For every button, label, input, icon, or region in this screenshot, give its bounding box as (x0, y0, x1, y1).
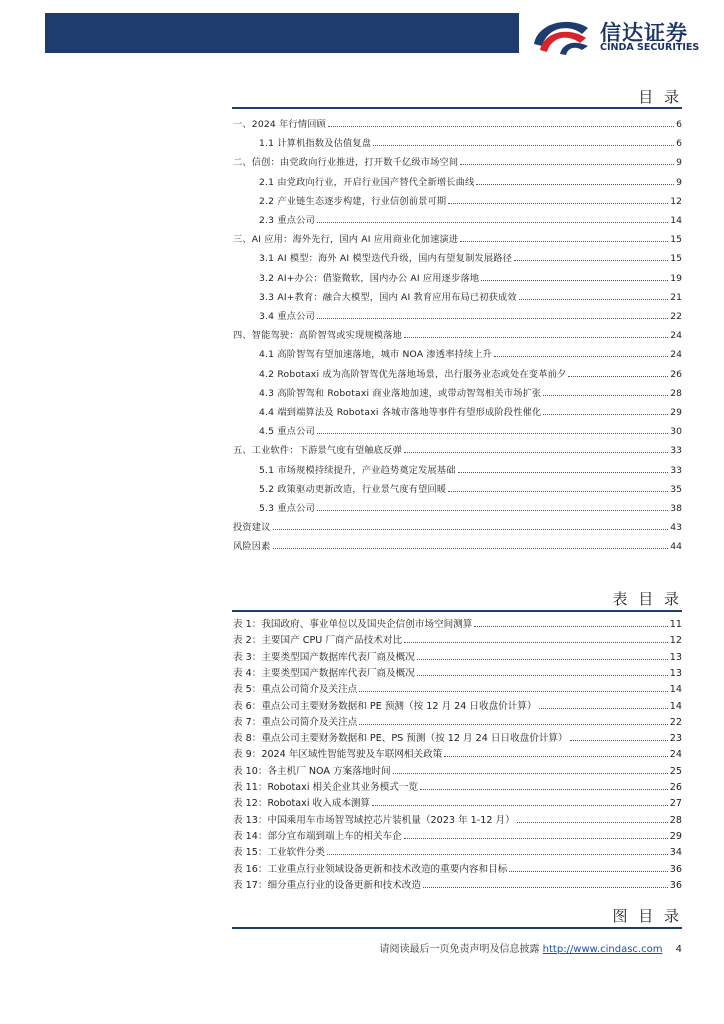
table-toc-entry-title: 表 3：主要类型国产数据库代表厂商及概况 (233, 651, 415, 663)
table-toc-entry[interactable] (233, 744, 682, 760)
toc-entry-title: 1.1 计算机指数及估值复盘 (259, 138, 372, 150)
table-toc-entry[interactable] (233, 679, 682, 695)
toc-entry-page: 9 (676, 176, 682, 188)
toc-entry-page: 30 (670, 426, 682, 438)
toc-entry[interactable] (259, 419, 682, 437)
figures-toc-divider (232, 927, 682, 929)
table-toc-entry-title: 表 6：重点公司主要财务数据和 PE 预测（按 12 月 24 日收盘价计算） (233, 700, 537, 712)
toc-entry-title: 5.3 重点公司 (259, 503, 315, 514)
figures-toc-title: 图 目 录 (612, 907, 682, 925)
dot-leader (404, 642, 668, 643)
toc-entry-page: 22 (670, 311, 682, 322)
toc-entry-page: 19 (670, 272, 682, 284)
dot-leader (444, 756, 667, 757)
company-name-cn: 信达证券 (600, 21, 688, 45)
toc-entry[interactable] (259, 285, 682, 303)
dot-leader (317, 433, 668, 434)
dot-leader (448, 203, 668, 204)
toc-entry[interactable] (259, 304, 682, 322)
dot-leader (373, 145, 674, 146)
toc-entry-title: 3.1 AI 模型：海外 AI 模型迭代升级，国内有望复制发展路径 (259, 253, 513, 265)
table-toc-entry-page: 13 (669, 667, 682, 679)
toc-entry[interactable] (233, 150, 682, 168)
toc-entry-page: 6 (676, 138, 682, 150)
dot-leader (317, 510, 668, 511)
toc-entry-title: 4.2 Robotaxi 成为高阶智驾优先落地场景，出行服务业态或处在变革前夕 (259, 368, 567, 380)
table-toc-entry[interactable] (233, 761, 682, 777)
toc-entry-page: 6 (676, 119, 682, 130)
toc-entry-page: 26 (670, 368, 682, 380)
dot-leader (570, 740, 668, 741)
table-toc-entry-page: 28 (669, 814, 682, 826)
toc-entry-page: 44 (670, 541, 682, 553)
page-footer (379, 940, 682, 955)
dot-leader (460, 241, 668, 242)
dot-leader (474, 626, 667, 627)
dot-leader (273, 529, 669, 530)
toc-entry-title: 风险因素 (233, 541, 271, 553)
toc-entry[interactable] (259, 246, 682, 264)
toc-entry-title: 投资建议 (233, 522, 271, 534)
table-toc-entry-title: 表 1：我国政府、事业单位以及国央企信创市场空间测算 (233, 619, 473, 630)
dot-leader (372, 805, 668, 806)
toc-entry[interactable] (259, 208, 682, 226)
table-toc-entry[interactable] (233, 859, 682, 875)
table-toc-entry-page: 24 (669, 749, 682, 761)
toc-entry-page: 15 (670, 234, 682, 246)
table-toc-entry-page: 22 (669, 716, 682, 728)
table-toc-entry-page: 23 (669, 733, 682, 745)
table-toc-entry[interactable] (233, 696, 682, 712)
toc-entry-page: 35 (670, 483, 682, 495)
toc-title: 目 录 (638, 88, 682, 106)
dot-leader (543, 414, 668, 415)
dot-leader (568, 376, 668, 377)
toc-entry[interactable] (259, 400, 682, 418)
toc-entry-title: 二、信创：由党政向行业推进，打开数千亿级市场空间 (233, 157, 459, 169)
table-toc-entry-title: 表 5：重点公司简介及关注点 (233, 684, 358, 696)
dot-leader (404, 337, 668, 338)
toc-entry-page: 15 (670, 253, 682, 265)
company-name-en: CINDA SECURITIES (600, 42, 700, 53)
toc-entry[interactable] (259, 477, 682, 495)
table-toc-entry-title: 表 4：主要类型国产数据库代表厂商及概况 (233, 667, 415, 679)
table-toc-entry-page: 27 (669, 798, 682, 810)
dot-leader (328, 126, 674, 127)
cinda-logo-icon (530, 14, 594, 56)
table-toc-entry[interactable] (233, 810, 682, 826)
toc-entry[interactable] (233, 438, 682, 456)
table-toc-entry[interactable] (233, 663, 682, 679)
toc-entry-page: 33 (670, 464, 682, 476)
table-toc-entry-title: 表 16：工业重点行业领域设备更新和技术改造的重要内容和目标 (233, 863, 508, 875)
tables-toc-divider (232, 610, 682, 612)
toc-entry-title: 五、工业软件：下游景气度有望触底反弹 (233, 445, 402, 457)
toc-entry-title: 2.1 由党政向行业，开启行业国产替代全新增长曲线 (259, 176, 475, 188)
dot-leader (448, 491, 668, 492)
table-toc-entry-page: 14 (669, 700, 682, 712)
dot-leader (509, 871, 667, 872)
toc-entry[interactable] (259, 131, 682, 149)
dot-leader (417, 659, 668, 660)
dot-leader (458, 472, 669, 473)
dot-leader (514, 260, 668, 261)
table-toc-entry-page: 36 (669, 879, 682, 891)
table-toc-entry[interactable] (233, 826, 682, 842)
table-toc-entry-title: 表 8：重点公司主要财务数据和 PE、PS 预测（按 12 月 24 日日收盘价计算） (233, 733, 568, 745)
toc-entry-page: 14 (670, 215, 682, 226)
footer-notice: 请阅读最后一页免责声明及信息披露 (379, 944, 540, 955)
toc-entry[interactable] (233, 227, 682, 245)
table-toc-entry-page: 11 (669, 619, 682, 630)
dot-leader (543, 395, 668, 396)
toc-entry[interactable] (233, 112, 682, 130)
dot-leader (317, 222, 668, 223)
toc-entry-title: 4.5 重点公司 (259, 426, 315, 438)
toc-entry-page: 24 (670, 330, 682, 342)
toc-entry[interactable] (259, 458, 682, 476)
toc-entry-title: 5.2 政策驱动更新改造，行业景气度有望回暖 (259, 483, 447, 495)
toc-divider (232, 107, 682, 109)
table-toc-entry-title: 表 7：重点公司简介及关注点 (233, 716, 358, 728)
toc-entry[interactable] (233, 515, 682, 533)
page-number: 4 (675, 944, 682, 955)
dot-leader (517, 822, 668, 823)
table-toc-entry[interactable] (233, 614, 682, 630)
dot-leader (423, 887, 668, 888)
toc-entry[interactable] (259, 170, 682, 188)
table-toc-entry[interactable] (233, 712, 682, 728)
dot-leader (460, 164, 674, 165)
dot-leader (317, 318, 668, 319)
table-toc-entry-page: 34 (669, 847, 682, 859)
table-toc-entry-title: 表 2：主要国产 CPU 厂商产品技术对比 (233, 635, 403, 647)
table-toc-entry-page: 36 (669, 863, 682, 875)
toc-entry-title: 3.2 AI+办公：借鉴微软，国内办公 AI 应用逐步落地 (259, 272, 480, 284)
dot-leader (359, 724, 668, 725)
toc-entry-title: 5.1 市场规模持续提升，产业趋势奠定发展基础 (259, 464, 456, 476)
toc-entry[interactable] (233, 534, 682, 552)
toc-entry[interactable] (259, 496, 682, 514)
dot-leader (273, 548, 669, 549)
dot-leader (327, 854, 668, 855)
table-toc-entry-title: 表 10：各主机厂 NOA 方案落地时间 (233, 765, 391, 777)
toc-entry[interactable] (259, 362, 682, 380)
table-toc-entry[interactable] (233, 728, 682, 744)
dot-leader (420, 789, 668, 790)
table-toc-entry-page: 26 (669, 782, 682, 793)
table-toc-entry[interactable] (233, 842, 682, 858)
dot-leader (393, 773, 668, 774)
dot-leader (359, 691, 668, 692)
toc-entry-page: 24 (670, 349, 682, 361)
table-toc-entry[interactable] (233, 777, 682, 793)
table-toc-entry[interactable] (233, 793, 682, 809)
toc-entry-page: 28 (670, 387, 682, 399)
toc-entry[interactable] (259, 266, 682, 284)
toc-entry[interactable] (259, 342, 682, 360)
table-toc-entry-page: 25 (669, 765, 682, 777)
table-toc-entry[interactable] (233, 647, 682, 663)
toc-entry-page: 21 (670, 291, 682, 303)
table-toc-entry-page: 29 (669, 830, 682, 842)
table-toc-entry-title: 表 11：Robotaxi 相关企业其业务模式一览 (233, 782, 419, 793)
dot-leader (539, 708, 668, 709)
dot-leader (519, 299, 669, 300)
table-toc-entry-page: 14 (669, 684, 682, 696)
table-toc-entry-page: 13 (669, 651, 682, 663)
table-toc-entry-page: 12 (669, 635, 682, 647)
toc-entry-page: 9 (676, 157, 682, 169)
toc-entry-title: 三、AI 应用：海外先行，国内 AI 应用商业化加速演进 (233, 234, 459, 246)
table-toc-entry[interactable] (233, 875, 682, 891)
toc-entry[interactable] (233, 323, 682, 341)
tables-toc-title: 表 目 录 (612, 590, 682, 608)
toc-entry-title: 4.1 高阶智驾有望加速落地，城市 NOA 渗透率持续上升 (259, 349, 493, 361)
toc-entry-title: 2.2 产业链生态逐步构建，行业信创前景可期 (259, 195, 447, 207)
toc-entry-page: 12 (670, 195, 682, 207)
toc-entry-title: 4.4 端到端算法及 Robotaxi 各城市落地等事件有望形成阶段性催化 (259, 407, 542, 418)
dot-leader (404, 838, 668, 839)
toc-entry-title: 2.3 重点公司 (259, 215, 315, 226)
toc-entry-page: 33 (670, 445, 682, 457)
table-toc-entry-title: 表 17：细分重点行业的设备更新和技术改造 (233, 879, 421, 891)
toc-entry-title: 3.3 AI+教育：融合大模型，国内 AI 教育应用布局已初获成效 (259, 291, 517, 303)
toc-entry-page: 38 (670, 503, 682, 514)
dot-leader (476, 184, 674, 185)
toc-entry[interactable] (259, 189, 682, 207)
toc-entry-page: 43 (670, 522, 682, 534)
table-toc-entry[interactable] (233, 630, 682, 646)
table-toc-entry-title: 表 9：2024 年区域性智能驾驶及车联网相关政策 (233, 749, 443, 761)
table-toc-entry-title: 表 15：工业软件分类 (233, 847, 326, 859)
table-toc-entry-title: 表 12：Robotaxi 收入成本测算 (233, 798, 371, 810)
toc-entry-title: 4.3 高阶智驾和 Robotaxi 商业落地加速，或带动智驾相关市场扩张 (259, 387, 542, 399)
dot-leader (481, 280, 668, 281)
table-toc-entry-title: 表 13：中国乘用车市场智驾域控芯片装机量（2023 年 1-12 月） (233, 814, 515, 826)
toc-entry[interactable] (259, 381, 682, 399)
toc-entry-title: 四、智能驾驶：高阶智驾或实现规模落地 (233, 330, 402, 342)
dot-leader (404, 452, 668, 453)
toc-entry-title: 3.4 重点公司 (259, 311, 315, 322)
table-toc-entry-title: 表 14：部分宣布端到端上车的相关车企 (233, 830, 402, 842)
footer-website-link[interactable]: http://www.cindasc.com (542, 944, 663, 955)
dot-leader (494, 356, 668, 357)
dot-leader (417, 675, 668, 676)
toc-entry-title: 一、2024 年行情回顾 (233, 119, 327, 130)
toc-entry-page: 29 (670, 407, 682, 418)
header-banner (45, 13, 519, 53)
